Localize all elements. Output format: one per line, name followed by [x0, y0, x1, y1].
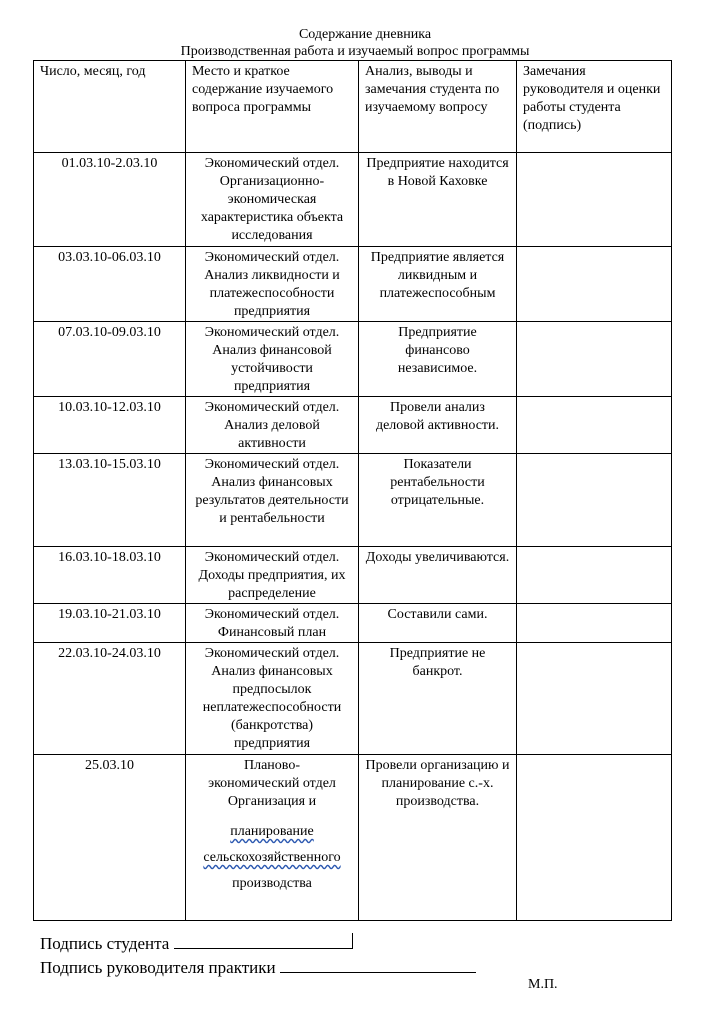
- diary-table: [33, 60, 672, 921]
- table-row: [34, 547, 672, 604]
- table-row: [34, 322, 672, 397]
- document-title: Содержание дневника: [298, 27, 432, 42]
- table-row: [34, 397, 672, 454]
- topic-line: экономический отдел: [208, 776, 336, 791]
- topic-line: [192, 823, 352, 841]
- table-row: [34, 755, 672, 921]
- row-date: 16.03.10-18.03.10: [34, 547, 186, 604]
- supervisor-signature-line: [40, 957, 476, 978]
- row-analysis: Составили сами.: [359, 604, 517, 643]
- topic-line: [192, 849, 352, 867]
- row-remarks: [517, 604, 672, 643]
- column-header-date: Число, месяц, год: [34, 61, 186, 153]
- column-header-topic: Место и краткое содержание изучаемого вопроса программы: [186, 61, 359, 153]
- table-row: [34, 643, 672, 755]
- row-topic: Экономический отдел. Организационно-экономическая характеристика объекта исследования: [186, 153, 359, 247]
- row-date: 03.03.10-06.03.10: [34, 247, 186, 322]
- student-signature-line: [40, 933, 353, 954]
- row-date: 22.03.10-24.03.10: [34, 643, 186, 755]
- topic-line: Организация и: [227, 794, 317, 809]
- row-topic: Экономический отдел. Анализ деловой активности: [186, 397, 359, 454]
- row-analysis: Предприятие является ликвидным и платежеспособным: [359, 247, 517, 322]
- row-analysis: Провели организацию и планирование с.-х. производства.: [359, 755, 517, 921]
- topic-line: производства: [232, 876, 312, 891]
- row-analysis: Провели анализ деловой активности.: [359, 397, 517, 454]
- row-date: 13.03.10-15.03.10: [34, 454, 186, 547]
- row-analysis: Показатели рентабельности отрицательные.: [359, 454, 517, 547]
- spellcheck-underlined-text: сельскохозяйственного: [203, 850, 341, 865]
- row-remarks: [517, 247, 672, 322]
- row-analysis: Предприятие находится в Новой Каховке: [359, 153, 517, 247]
- student-signature-field[interactable]: [174, 933, 353, 949]
- row-topic: Экономический отдел. Финансовый план: [186, 604, 359, 643]
- stamp-label: М.П.: [528, 977, 558, 992]
- row-remarks: [517, 397, 672, 454]
- row-topic: Экономический отдел. Анализ финансовой устойчивости предприятия: [186, 322, 359, 397]
- row-analysis: Доходы увеличиваются.: [359, 547, 517, 604]
- row-topic: Экономический отдел. Доходы предприятия, их распределение: [186, 547, 359, 604]
- table-header-row: [34, 61, 672, 153]
- topic-line: Планово-: [244, 758, 300, 773]
- row-remarks: [517, 643, 672, 755]
- row-remarks: [517, 153, 672, 247]
- supervisor-signature-label: Подпись руководителя практики: [40, 958, 276, 977]
- supervisor-signature-field[interactable]: [280, 957, 476, 973]
- row-date: 10.03.10-12.03.10: [34, 397, 186, 454]
- row-date: 25.03.10: [34, 755, 186, 921]
- column-header-remarks: Замечания руководителя и оценки работы студента (подпись): [517, 61, 672, 153]
- row-remarks: [517, 755, 672, 921]
- table-row: [34, 604, 672, 643]
- row-analysis: Предприятие финансово независимое.: [359, 322, 517, 397]
- student-signature-label: Подпись студента: [40, 934, 170, 953]
- row-topic: Экономический отдел. Анализ финансовых результатов деятельности и рентабельности: [186, 454, 359, 547]
- spellcheck-underlined-text: планирование: [230, 824, 314, 839]
- row-date: 19.03.10-21.03.10: [34, 604, 186, 643]
- row-topic: Экономический отдел. Анализ финансовых предпосылок неплатежеспособности (банкротства) предприятия: [186, 643, 359, 755]
- row-remarks: [517, 322, 672, 397]
- document-subtitle: Производственная работа и изучаемый вопрос программы: [180, 44, 530, 59]
- row-date: 07.03.10-09.03.10: [34, 322, 186, 397]
- table-row: [34, 247, 672, 322]
- row-remarks: [517, 454, 672, 547]
- table-row: [34, 454, 672, 547]
- row-topic: [186, 755, 359, 921]
- row-remarks: [517, 547, 672, 604]
- table-row: [34, 153, 672, 247]
- row-date: 01.03.10-2.03.10: [34, 153, 186, 247]
- row-topic: Экономический отдел. Анализ ликвидности и платежеспособности предприятия: [186, 247, 359, 322]
- row-analysis: Предприятие не банкрот.: [359, 643, 517, 755]
- column-header-analysis: Анализ, выводы и замечания студента по изучаемому вопросу: [359, 61, 517, 153]
